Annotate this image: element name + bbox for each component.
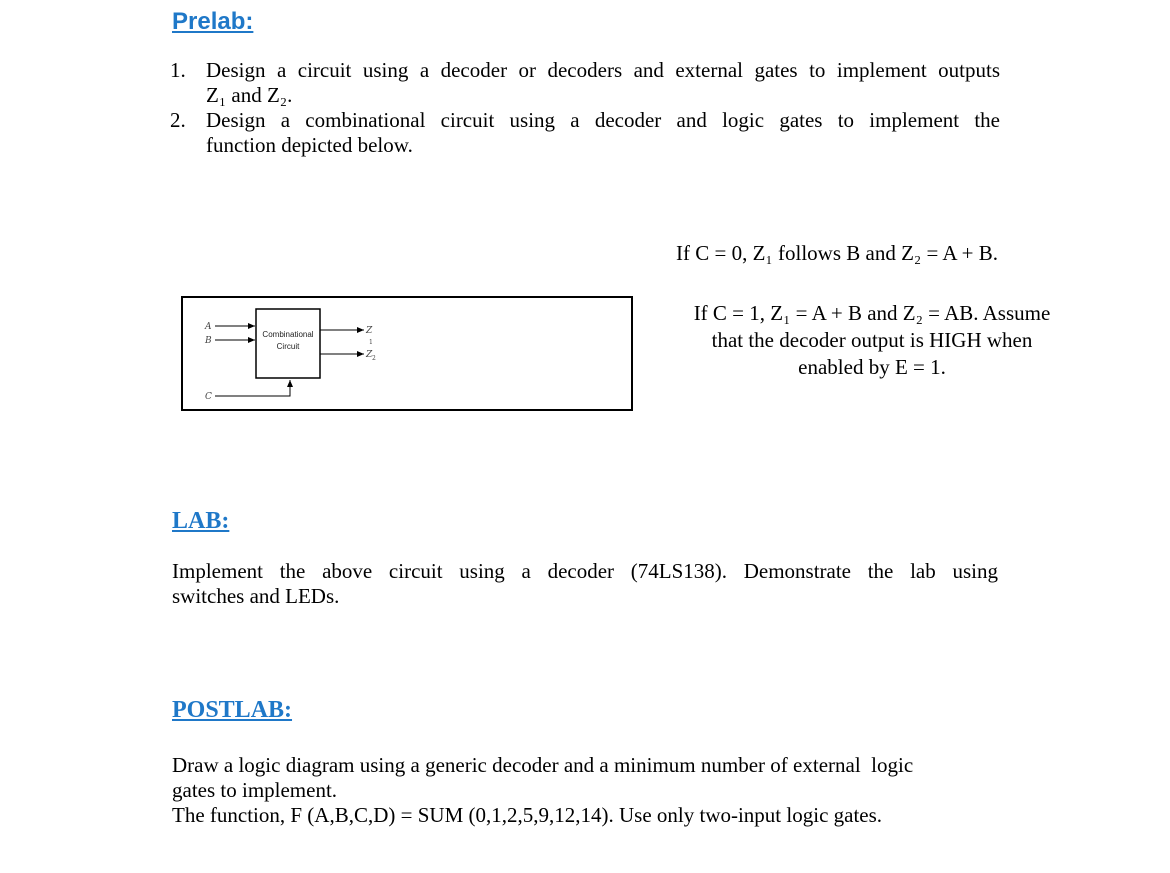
- lab-line2: switches and LEDs.: [172, 584, 340, 608]
- circuit-diagram: [181, 296, 633, 411]
- condition-c1-line2: that the decoder output is HIGH when: [711, 328, 1033, 352]
- box-label-line2: Circuit: [276, 342, 300, 351]
- prelab-item-1-line1: Design a circuit using a decoder or decoders and external gates to implement outputs: [206, 58, 1000, 82]
- box-label-line1: Combinational: [262, 330, 314, 339]
- condition-c1-line1: If C = 1, Z₁ = A + B and Z₂ = AB. Assume: [693, 301, 1051, 325]
- condition-c1: [672, 300, 1072, 381]
- lab-paragraph: [172, 559, 998, 609]
- postlab-line2: gates to implement.: [172, 778, 338, 802]
- postlab-line3: The function, F (A,B,C,D) = SUM (0,1,2,5,9,12,14). Use only two-input logic gates.: [172, 803, 883, 827]
- input-a-label: A: [205, 322, 212, 332]
- input-c-wire: [215, 380, 290, 396]
- prelab-list: [170, 58, 1000, 158]
- prelab-item-2-line1: Design a combinational circuit using a decoder and logic gates to implement the: [206, 108, 1000, 132]
- prelab-item-2: [170, 108, 1000, 158]
- output-z2-label: Z: [366, 350, 373, 360]
- postlab-line1: Draw a logic diagram using a generic decoder and a minimum number of external logic: [172, 753, 914, 777]
- lab-line1: Implement the above circuit using a decoder (74LS138). Demonstrate the lab using: [172, 559, 998, 583]
- condition-c1-line3: enabled by E = 1.: [798, 355, 946, 379]
- circuit-diagram-svg: [183, 298, 631, 409]
- lab-heading: LAB:: [172, 508, 230, 534]
- condition-c0: If C = 0, Z₁ follows B and Z₂ = A + B.: [676, 241, 999, 265]
- prelab-heading: Prelab:: [172, 8, 254, 35]
- prelab-item-1: [170, 58, 1000, 108]
- list-number: 1.: [170, 58, 186, 82]
- prelab-item-2-line2: function depicted below.: [206, 133, 413, 157]
- postlab-heading: POSTLAB:: [172, 697, 293, 723]
- prelab-item-1-line2: Z₁ and Z₂.: [206, 83, 293, 107]
- output-z2-subscript: 2: [372, 355, 376, 362]
- output-z1-label: Z: [366, 326, 373, 336]
- postlab-paragraph: [172, 753, 992, 828]
- input-b-label: B: [205, 336, 212, 346]
- output-z1-subscript: 1: [369, 339, 373, 346]
- list-number: 2.: [170, 108, 186, 132]
- input-c-label: C: [205, 392, 212, 402]
